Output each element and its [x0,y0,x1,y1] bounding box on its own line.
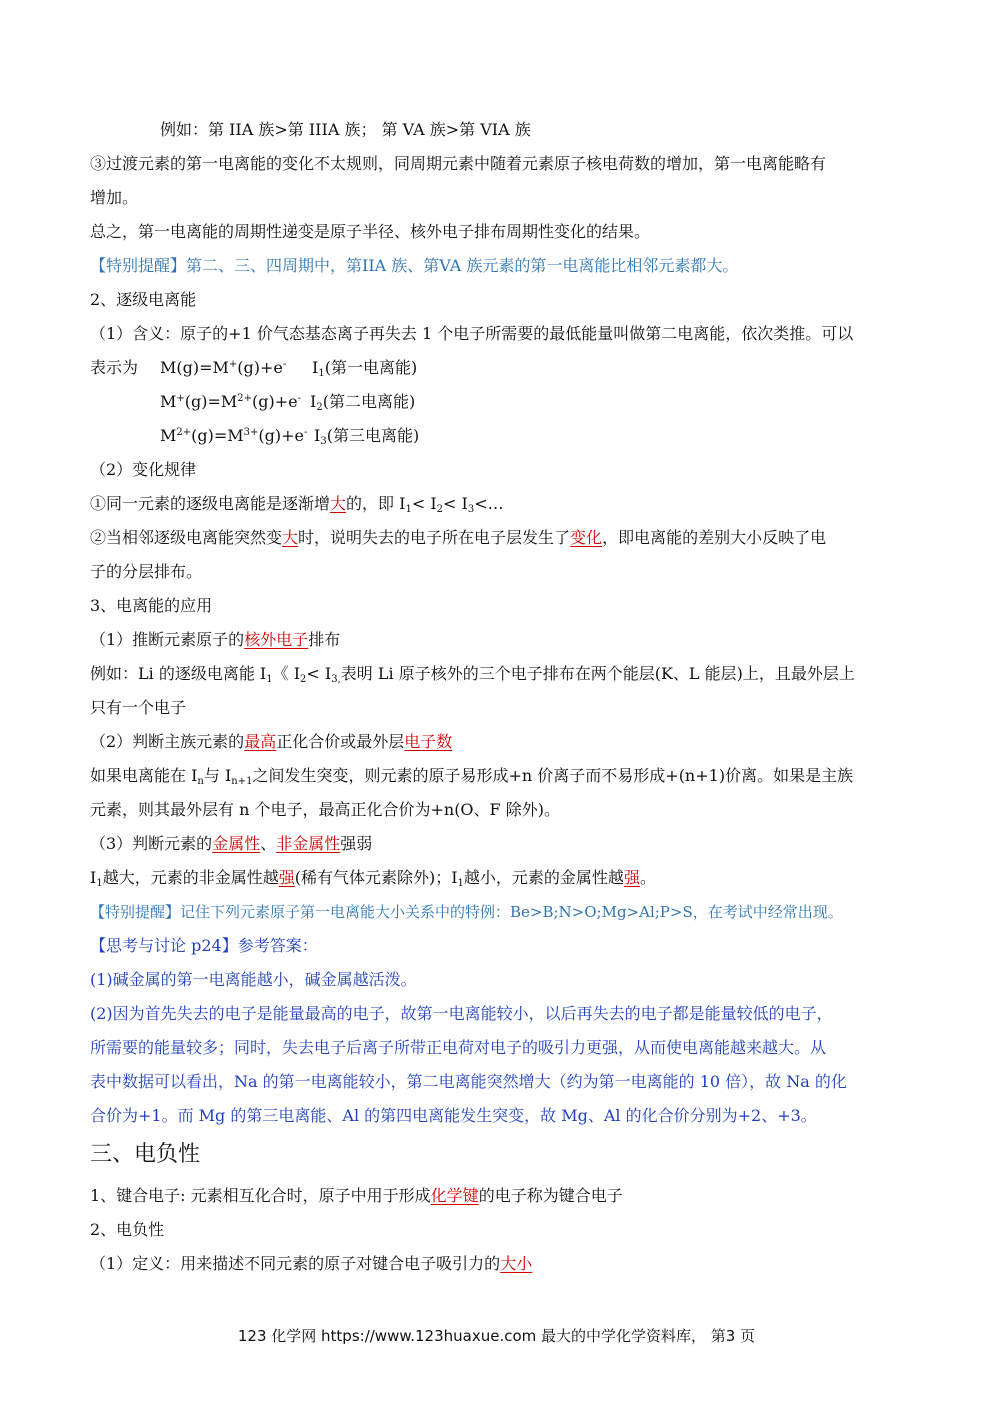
keyword: 核外电子 [244,630,309,649]
equation-3-label: $I_3$(第三电离能) [314,426,420,447]
text-line: （2）判断主族元素的最高正化合价或最外层电子数 [90,732,453,751]
answer-line: (1)碱金属的第一电离能越小，碱金属越活泼。 [90,970,417,989]
keyword: 化学键 [430,1186,479,1205]
keyword: 强 [623,868,640,887]
text-line: 例如：Li 的逐级电离能 $I_1$《 $I_2< I_{3,}$表明 Li 原子核外的三个电子排布在两个能层(K、L 能层)上，且最外层上 [90,664,855,685]
text-line: （2）变化规律 [90,460,197,479]
page-footer: 123 化学网 https://www.123huaxue.com 最大的中学化学资料库， 第3 页 [237,1327,756,1345]
text-line: （3）判断元素的金属性、非金属性强弱 [90,834,373,853]
discussion-heading: 【思考与讨论 p24】参考答案： [90,936,318,955]
text-line: 如果电离能在 $I_n$与 $I_{n+1}$之间发生突变，则元素的原子易形成+n 价离子而不易形成+(n+1)价离。如果是主族 [90,766,854,787]
text-line: ①同一元素的逐级电离能是逐渐增大的，即 $I_1< I_2<$ $I_3<\dots$ [90,494,504,515]
keyword: 强 [278,868,295,887]
text-line: $I_1$越大，元素的非金属性越强(稀有气体元素除外)；$I_1$越小，元素的金属性越强。 [90,868,656,889]
subheading: 2、逐级电离能 [90,290,197,309]
text-line: 只有一个电子 [90,698,187,717]
text-line: ②当相邻逐级电离能突然变大时，说明失去的电子所在电子层发生了变化，即电离能的差别大小反映了电 [90,528,827,547]
text-line: （1）含义：原子的+1 价气态基态离子再失去 1 个电子所需要的最低能量叫做第二电离能，依次类推。可以 [90,324,854,343]
text-line: 表示为 [90,358,139,377]
equation-2: $M^+(g)=M^{2+}(g)+e^-$ [160,392,302,411]
answer-line: 表中数据可以看出，Na 的第一电离能较小，第二电离能突然增大（约为第一电离能的 10 倍），故 Na 的化 [90,1072,847,1091]
equation-1: M(g)=M+(g)+e- [160,358,287,377]
tip-line: 【特别提醒】记住下列元素原子第一电离能大小关系中的特例：Be>B;N>O;Mg>Al;P>S，在考试中经常出现。 [90,903,843,921]
section-heading: 三、电负性 [90,1142,201,1167]
answer-line: 所需要的能量较多；同时，失去电子后离子所带正电荷对电子的吸引力更强，从而使电离能越来越大。从 [90,1038,827,1057]
equation-3: $M^{2+}(g)=M^{3+}(g)+e^-$ [160,426,308,445]
keyword: 变化 [570,528,603,547]
text-line: ③过渡元素的第一电离能的变化不太规则，同周期元素中随着元素原子核电荷数的增加，第一电离能略有 [90,154,827,173]
equation-2-label: $I_2$(第二电离能) [310,392,416,413]
text-line: 增加。 [90,188,139,207]
text-line: （1）定义：用来描述不同元素的原子对键合电子吸引力的大小 [90,1254,533,1273]
keyword: 非金属性 [276,834,341,853]
keyword: 大 [330,494,347,513]
text-line: 例如：第 IIA 族>第 IIIA 族； 第 VA 族>第 VIA 族 [160,120,531,139]
text-line: 总之，第一电离能的周期性递变是原子半径、核外电子排布周期性变化的结果。 [90,222,651,241]
answer-line: 合价为+1。而 Mg 的第三电离能、Al 的第四电离能发生突变，故 Mg、Al 的化合价分别为+2、+3。 [90,1106,817,1125]
keyword: 电子数 [404,732,453,751]
keyword: 金属性 [212,834,261,853]
equation-1-label: $I_1$(第一电离能) [312,358,418,379]
subheading: 3、电离能的应用 [90,596,213,615]
keyword: 大小 [500,1254,533,1273]
text-line: （1）推断元素原子的核外电子排布 [90,630,341,649]
answer-line: (2)因为首先失去的电子是能量最高的电子，故第一电离能较小，以后再失去的电子都是能量较低的电子， [90,1004,833,1023]
text-line: 子的分层排布。 [90,562,203,581]
text-line: 1、键合电子: 元素相互化合时，原子中用于形成化学键的电子称为键合电子 [90,1186,623,1205]
subheading: 2、电负性 [90,1220,165,1239]
tip-line: 【特别提醒】第二、三、四周期中，第IIA 族、第VA 族元素的第一电离能比相邻元素都大。 [90,256,739,275]
keyword: 大 [282,528,299,547]
keyword: 最高 [244,732,277,751]
text-line: 元素，则其最外层有 n 个电子，最高正化合价为+n(O、F 除外)。 [90,800,560,819]
